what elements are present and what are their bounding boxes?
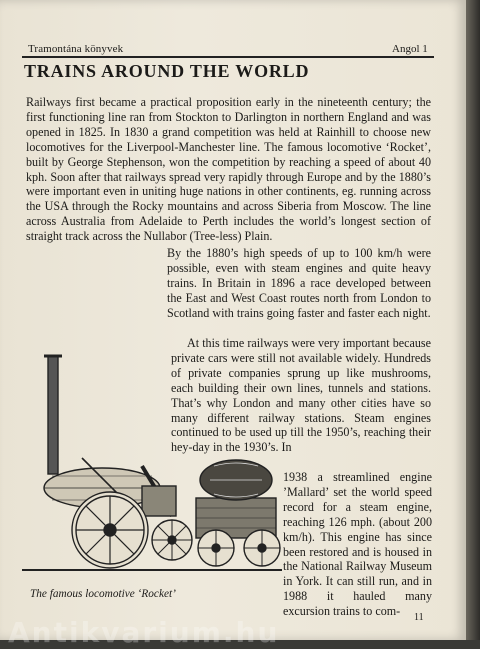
- paragraph-high-speeds: By the 1880’s high speeds of up to 100 km/h were possible, even with steam engines and quite heavy trains. In Britain in 1896 a race developed between the East and West Coast routes north from London to Scotland with trains going faster and faster each night.: [167, 246, 431, 320]
- running-header-left: Tramontána könyvek: [28, 43, 124, 55]
- watermark: Antikvarium.hu: [8, 616, 280, 649]
- paragraph-intro: Railways first became a practical proposition early in the nineteenth century; the first functioning line ran from Stockton to Darlington in northern England and was opened in 1825. In 1830 a grand competition was held at Rainhill to choose new locomotives for the Liverpool-Manchester line. The famous locomotive ‘Rocket’, built by George Stephenson, won the competition by reaching a speed of about 40 kph. Soon after that railways spread very rapidly through Europe and by the 1880’s were important even in uniting huge nations in other continents, eg. running across the USA through the Rocky mountains and across Siberia from Moscow. The line across Australia from Adelaide to Perth includes the world’s longest section of straight track across the Nullabor (Tree-less) Plain.: [26, 95, 431, 244]
- header-rule: [22, 56, 434, 58]
- paragraph-mallard: 1938 a streamlined engine ’Mallard’ set the world speed record for a steam engine, reaching 126 mph. (about 200 km/h). This engine has since been restored and is housed in the National Railway Museum in York. It can still run, and in 1988 it hauled many excursion trains to com-: [283, 470, 432, 619]
- rocket-locomotive-illustration: [22, 348, 282, 578]
- running-header-right: Angol 1: [392, 43, 428, 55]
- page-title: TRAINS AROUND THE WORLD: [24, 61, 310, 81]
- page-edge-shadow: [466, 0, 480, 640]
- page-number: 11: [414, 612, 424, 623]
- illustration-caption: The famous locomotive ‘Rocket’: [30, 588, 176, 600]
- paragraph-private-companies: At this time railways were very important because private cars were still not available widely. Hundreds of private companies sprung up like mushrooms, each building their own lines, tunnels and stations. That’s why London and many other cities have so many different railway stations. Steam engines continued to be used up till the 1950’s, reaching their hey-day in the 1930’s. In: [171, 336, 431, 455]
